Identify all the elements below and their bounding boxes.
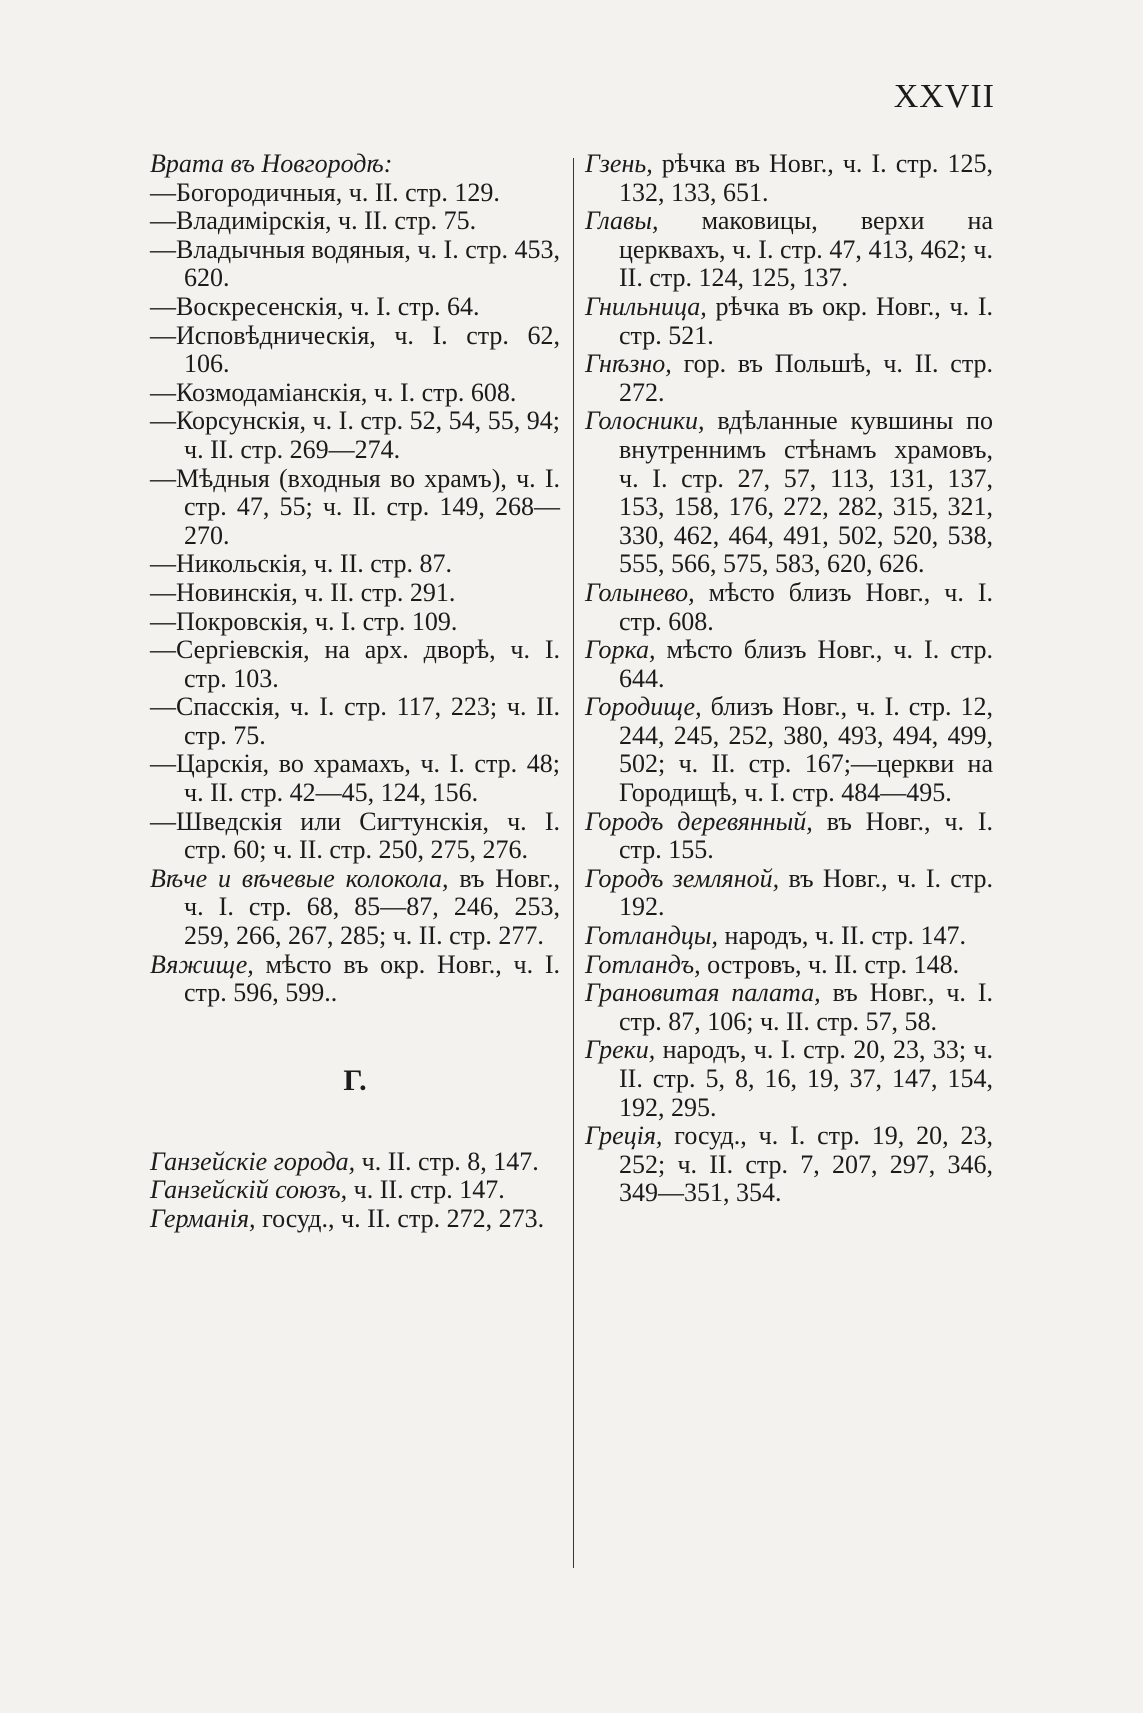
left-column (150, 150, 560, 1234)
index-sub-entry: —Корсунскія, ч. I. стр. 52, 54, 55, 94; ч. II. стр. 269—274. (150, 406, 560, 464)
group-title: Врата въ Новгородѣ: (150, 149, 393, 178)
index-sub-entry: —Богородичныя, ч. II. стр. 129. (150, 177, 500, 207)
entry-text: въ Новг., ч. I. стр. 155. (619, 806, 994, 865)
index-sub-entry: —Исповѣдническія, ч. I. стр. 62, 106. (150, 320, 560, 379)
index-entry (585, 207, 993, 293)
entry-text: ч. II. стр. 8, 147. (355, 1146, 539, 1176)
index-entry (150, 865, 560, 951)
entry-head: Вѣче и вѣчевые колокола, (150, 863, 449, 893)
entry-text: вдѣланные кувшины по внутреннимъ стѣнамъ храмовъ, ч. I. стр. 27, 57, 113, 131, 137, 153, 158, 176, 272, 282, 315, 321, 330, 462, 464, 491, 502, 520, 538, 555, 566, 575, 583, 620, 626. (619, 406, 993, 579)
entry-text: госуд., ч. I. стр. 19, 20, 23, 252; ч. II. стр. 7, 207, 297, 346, 349—351, 354. (619, 1121, 993, 1208)
entry-head: Главы, (585, 206, 659, 236)
entry-text: рѣчка въ Новг., ч. I. стр. 125, 132, 133, 651. (619, 149, 993, 207)
index-sub-entry: —Сергіевскія, на арх. дворѣ, ч. I. стр. 103. (150, 635, 560, 693)
entry-head: Вяжище, (150, 949, 254, 979)
entry-head: Горка, (585, 635, 656, 665)
right-column (585, 150, 993, 1208)
page-number: XXVII (893, 78, 995, 115)
index-entry (585, 293, 993, 350)
index-sub-entry: —Мѣдныя (входныя во храмъ), ч. I. стр. 47, 55; ч. II. стр. 149, 268—270. (150, 463, 560, 550)
index-sub-entry: —Покровскія, ч. I. стр. 109. (150, 606, 458, 636)
index-sub-entry: —Владычныя водяныя, ч. I. стр. 453, 620. (150, 234, 560, 293)
index-sub-entry: —Шведскія или Сигтунскія, ч. I. стр. 60; ч. II. стр. 250, 275, 276. (150, 806, 560, 865)
entry-text: островъ, ч. II. стр. 148. (700, 949, 960, 979)
index-entry (585, 150, 993, 207)
index-entry (585, 865, 993, 922)
index-entry (585, 693, 993, 807)
entry-text: въ Новг., ч. I. стр. 68, 85—87, 246, 253, 259, 266, 267, 285; ч. II. стр. 277. (184, 863, 561, 951)
entry-head: Гнильница, (585, 291, 707, 321)
index-sub-entry: —Царскія, во храмахъ, ч. I. стр. 48; ч. II. стр. 42—45, 124, 156. (150, 749, 560, 808)
index-entry (585, 350, 993, 407)
entry-head: Грановитая палата, (585, 978, 821, 1008)
index-entry (150, 1205, 560, 1234)
entry-text: въ Новг., ч. I. стр. 192. (619, 863, 994, 922)
index-sub-entry: —Козмодаміанскія, ч. I. стр. 608. (150, 377, 517, 407)
entry-text: мѣсто въ окр. Новг., ч. I. стр. 596, 599.. (184, 949, 560, 1008)
entry-head: Городъ деревянный, (585, 806, 813, 836)
entry-head: Греція, (585, 1121, 663, 1151)
entry-head: Голынево, (585, 577, 695, 607)
index-sub-entry: —Новинскія, ч. II. стр. 291. (150, 577, 456, 607)
entry-text: мѣсто близъ Новг., ч. I. стр. 608. (619, 577, 993, 636)
index-entry (585, 979, 993, 1036)
entry-text: маковицы, верхи на церквахъ, ч. I. стр. 47, 413, 462; ч. II. стр. 124, 125, 137. (619, 206, 993, 293)
entry-head: Гнѣзно, (585, 349, 672, 379)
index-entry (150, 1176, 560, 1205)
entry-head: Гзень, (585, 149, 653, 178)
entry-text: ч. II. стр. 147. (347, 1175, 505, 1205)
index-sub-entry: —Спасскія, ч. I. стр. 117, 223; ч. II. стр. 75. (150, 692, 560, 750)
index-entry (585, 1122, 993, 1208)
entry-text: народъ, ч. I. стр. 20, 23, 33; ч. II. стр. 5, 8, 16, 19, 37, 147, 154, 192, 295. (619, 1035, 993, 1122)
entry-head: Греки, (585, 1035, 656, 1065)
index-entry (150, 951, 560, 1008)
entry-text: гор. въ Польшѣ, ч. II. стр. 272. (619, 349, 993, 407)
entry-text: рѣчка въ окр. Новг., ч. I. стр. 521. (619, 291, 993, 350)
section-letter: Г. (343, 1063, 367, 1097)
sub-entry-list (150, 179, 560, 865)
column-divider (573, 158, 574, 1568)
entry-head: Ганзейскій союзъ, (150, 1175, 348, 1205)
entry-head: Городище, (585, 692, 702, 722)
entry-head: Голосники, (585, 406, 705, 436)
entry-text: госуд., ч. II. стр. 272, 273. (255, 1204, 545, 1233)
index-entry (585, 808, 993, 865)
index-entry (585, 579, 993, 636)
index-entry (150, 1148, 560, 1177)
entry-head: Городъ земляной, (585, 863, 780, 893)
index-entry (585, 951, 993, 980)
entry-text: мѣсто близъ Новг., ч. I. стр. 644. (619, 635, 993, 693)
entry-head: Ганзейскіе города, (150, 1146, 356, 1176)
index-entry (585, 1036, 993, 1122)
index-sub-entry: —Владимірскія, ч. II. стр. 75. (150, 206, 477, 236)
entry-text: близъ Новг., ч. I. стр. 12, 244, 245, 252, 380, 493, 494, 499, 502; ч. II. стр. 167;—церкви на Городищѣ, ч. I. стр. 484—495. (619, 692, 993, 808)
index-sub-entry: —Воскресенскія, ч. I. стр. 64. (150, 291, 480, 321)
entry-head: Готландъ, (585, 949, 701, 979)
entry-text: народъ, ч. II. стр. 147. (718, 921, 967, 951)
index-sub-entry: —Никольскія, ч. II. стр. 87. (150, 549, 452, 579)
index-entry (585, 636, 993, 693)
entry-head: Готландцы, (585, 921, 719, 951)
index-entry (585, 407, 993, 579)
index-entry (585, 922, 993, 951)
entry-text: въ Новг., ч. I. стр. 87, 106; ч. II. стр. 57, 58. (619, 978, 993, 1036)
entry-head: Германія, (150, 1204, 256, 1233)
